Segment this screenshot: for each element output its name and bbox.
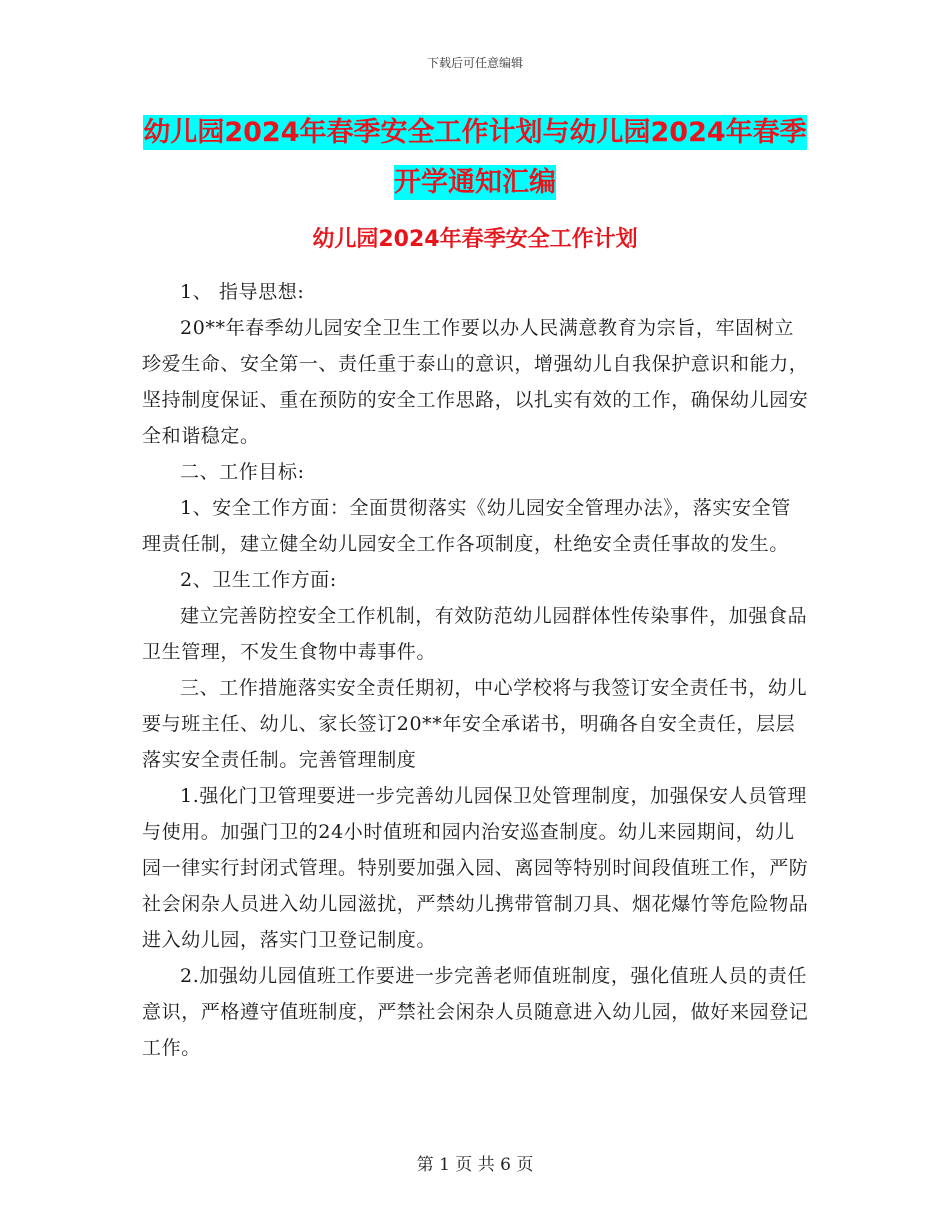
body-text — [142, 274, 810, 1066]
section-title: 幼儿园2024年春季安全工作计划 — [312, 227, 638, 252]
document-title — [140, 108, 810, 208]
paragraph: 20**年春季幼儿园安全卫生工作要以办人民满意教育为宗旨，牢固树立珍爱生命、安全第一、责任重于泰山的意识，增强幼儿自我保护意识和能力，坚持制度保证、重在预防的安全工作思路，以扎实有效的工作，确保幼儿园安全和谐稳定。 — [142, 317, 809, 447]
paragraph: 1.强化门卫管理要进一步完善幼儿园保卫处管理制度，加强保安人员管理与使用。加强门卫的24小时值班和园内治安巡查制度。幼儿来园期间，幼儿园一律实行封闭式管理。特别要加强入园、离园等特别时间段值班工作，严防社会闲杂人员进入幼儿园滋扰，严禁幼儿携带管制刀具、烟花爆竹等危险物品进入幼儿园，落实门卫登记制度。 — [142, 785, 809, 951]
paragraph: 二、工作目标: — [180, 461, 305, 483]
paragraph: 1、 指导思想: — [180, 281, 305, 303]
paragraph: 三、工作措施落实安全责任期初，中心学校将与我签订安全责任书，幼儿要与班主任、幼儿、家长签订20**年安全承诺书，明确各自安全责任，层层落实安全责任制。完善管理制度 — [142, 677, 808, 771]
page-footer: 第 1 页 共 6 页 — [416, 1155, 534, 1175]
paragraph: 建立完善防控安全工作机制，有效防范幼儿园群体性传染事件，加强食品卫生管理，不发生食物中毒事件。 — [142, 605, 808, 663]
paragraph: 1、安全工作方面：全面贯彻落实《幼儿园安全管理办法》，落实安全管理责任制，建立健全幼儿园安全工作各项制度，杜绝安全责任事故的发生。 — [142, 497, 791, 555]
paragraph: 2.加强幼儿园值班工作要进一步完善老师值班制度，强化值班人员的责任意识，严格遵守值班制度，严禁社会闲杂人员随意进入幼儿园，做好来园登记工作。 — [142, 965, 809, 1059]
header-note: 下载后可任意编辑 — [426, 56, 523, 70]
document-title-text: 幼儿园2024年春季安全工作计划与幼儿园2024年春季开学通知汇编 — [143, 117, 807, 198]
paragraph: 2、卫生工作方面: — [180, 569, 337, 591]
